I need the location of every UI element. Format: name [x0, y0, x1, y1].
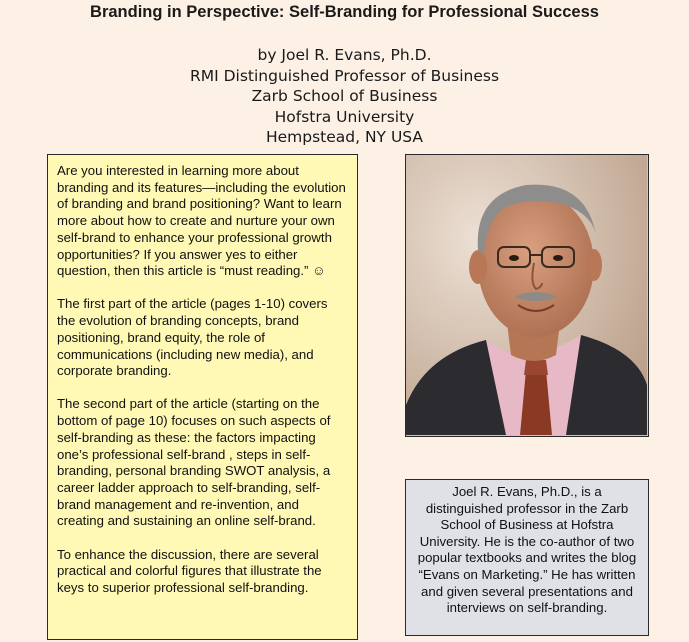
bio-box: Joel R. Evans, Ph.D., is a distinguished professor in the Zarb School of Business at Hofstra University. He is the co-author of two popular textbooks and writes the blog “Evans on Marketing.” He has written and given several presentations and interviews on self-branding.: [405, 479, 649, 636]
author-name: by Joel R. Evans, Ph.D.: [257, 46, 432, 64]
author-position: RMI Distinguished Professor of Business: [189, 66, 500, 85]
portrait-icon: [406, 155, 647, 435]
author-photo: [405, 154, 649, 437]
intro-box: [47, 154, 358, 640]
intro-paragraph-2: The first part of the article (pages 1-10) covers the evolution of branding concepts, brand positioning, brand equity, the role of communications (including new media), and corporate branding.: [57, 296, 328, 379]
intro-paragraph-3: The second part of the article (starting on the bottom of page 10) focuses on such aspects of self-branding as these: the factors impacting one’s professional self-brand , steps in self-branding, personal branding SWOT analysis, a career ladder approach to self-branding, self-brand management and re-invention, and creating and sustaining an online self-brand.: [57, 396, 331, 529]
intro-paragraph-4: To enhance the discussion, there are several practical and colorful figures that illustrate the keys to superior professional self-branding.: [57, 546, 322, 595]
author-location: Hempstead, NY USA: [265, 128, 424, 146]
author-school: Zarb School of Business: [251, 87, 438, 105]
article-title: Branding in Perspective: Self-Branding for Professional Success: [90, 3, 599, 21]
intro-paragraph-1: Are you interested in learning more about branding and its features—including the evolution of branding and brand positioning? Want to learn more about how to create and nurture your own self-brand to enhance your professional growth opportunities? If you answer yes to either question, then this article is “must reading.” ☺: [57, 163, 346, 279]
author-university: Hofstra University: [274, 107, 415, 126]
author-byline: [0, 45, 689, 148]
